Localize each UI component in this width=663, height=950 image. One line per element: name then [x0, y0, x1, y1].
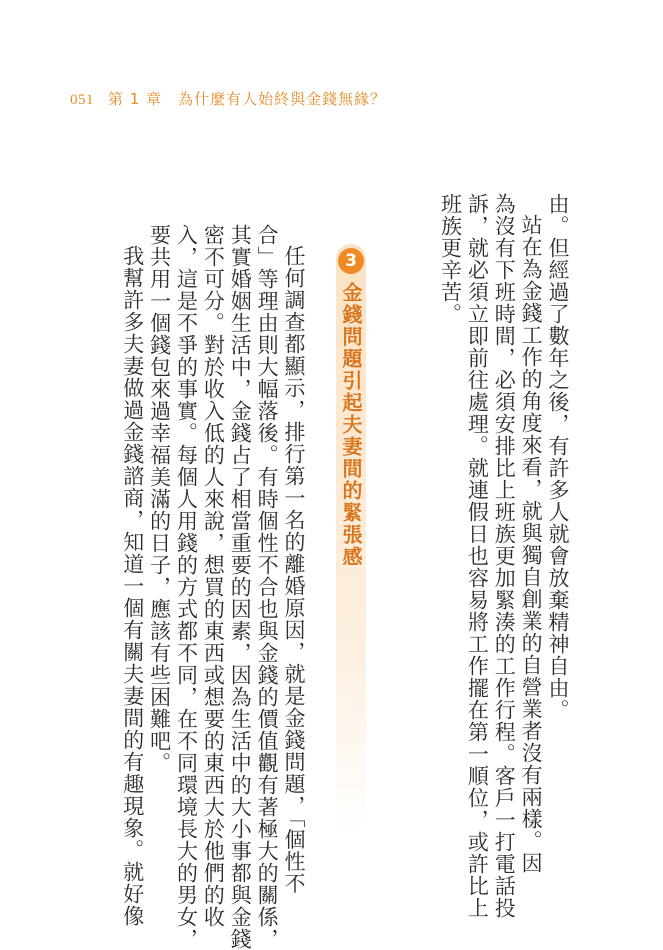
paragraph-line: 合」等理由則大幅落後。有時個性不合也與金錢的價值觀有著極大的關係， [255, 224, 280, 950]
paragraph-line: 任何調查都顯示，排行第一名的離婚原因，就是金錢問題，「個性不 [282, 245, 306, 895]
paragraph-line: 為沒有下班時間，必須安排比上班族更加緊湊的工作行程。客戶一打電話投 [492, 193, 517, 919]
paragraph-line: 要共用一個錢包來過幸福美滿的日子，應該有些困難吧。 [147, 224, 172, 774]
paragraph-line: 班族更辛苦。 [438, 193, 463, 325]
paragraph-line: 站在為金錢工作的角度來看，就與獨自創業的自營業者沒有兩樣。因 [519, 214, 544, 874]
page-number: 051 [70, 92, 94, 108]
body-text-continued [437, 193, 571, 919]
paragraph-line: 由。但經過了數年之後，有許多人就會放棄精神自由。 [546, 193, 570, 721]
paragraph-line: 入，這是不爭的事實。每個人用錢的方式都不同，在不同環境長大的男女， [174, 224, 199, 950]
paragraph-line: 密不可分。對於收入低的人來說，想買的東西或想要的東西大於他們的收 [201, 224, 226, 928]
paragraph-line: 我幫許多夫妻做過金錢諮商，知道一個有關夫妻間的有趣現象。就好像 [120, 245, 145, 927]
paragraph-line: 其實婚姻生活中，金錢占了相當重要的因素，因為生活中的大小事都與金錢 [228, 224, 253, 950]
running-header [70, 88, 386, 112]
paragraph-line: 訴，就必須立即前往處理。就連假日也容易將工作擺在第一順位，或許比上 [465, 193, 490, 919]
section-title: 金錢問題引起夫妻間的緊張感 [339, 282, 363, 568]
chapter-title: 第 1 章 為什麼有人始終與金錢無緣？ [108, 90, 387, 108]
section-body-text [119, 224, 307, 950]
section-number-badge: 3 [338, 248, 364, 274]
